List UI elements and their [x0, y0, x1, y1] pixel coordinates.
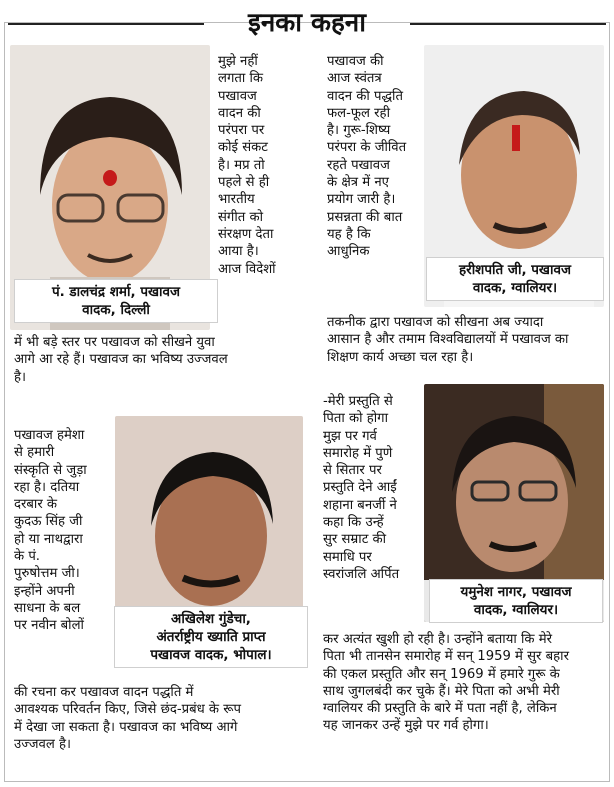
- caption-dalchandra: पं. डालचंद्र शर्मा, पखावज वादक, दिल्ली: [14, 279, 218, 323]
- quote2-continuation: तकनीक द्वारा पखावज को सीखना अब ज्यादा आसान है और तमाम विश्वविद्यालयों में पखावज का शिक्षण कार्य अच्छा चल रहा है।: [327, 315, 569, 365]
- quote2-column: पखावज की आज स्वंतत्र वादन की पद्धति फल-फूल रही है। गुरू-शिष्य परंपरा के जीवित रहते पखावज के क्षेत्र में नए प्रयोग जारी है। प्रसन्नता की बात यह है कि आधुनिक: [327, 54, 407, 260]
- quote1-column: मुझे नहीं लगता कि पखावज वादन की परंपरा पर कोई संकट है। मप्र तो पहले से ही भारतीय संगीत को संरक्षण देता आया है। आज विदेशों: [218, 54, 276, 277]
- section-title: इनका कहना: [248, 8, 366, 38]
- quote4-continuation: कर अत्यंत खुशी हो रही है। उन्होंने बताया कि मेरे पिता भी तानसेन समारोह में सन् 1959 में सुर बहार की एकल प्रस्तुति और सन् 1969 में हमारे गुरू के साथ जुगलबंदी कर चुके हैं। मेरे पिता को अभी मेरी ग्वालियर की प्रस्तुति के बारे में पता नहीं है, लेकिन यह जानकर उन्हें मुझे पर गर्व होगा।: [323, 632, 569, 734]
- caption-harishpati: हरीशपति जी, पखावज वादक, ग्वालियर।: [426, 257, 604, 301]
- section-header: [0, 8, 614, 38]
- quote4-column: -मेरी प्रस्तुति से पिता को होगा मुझ पर गर्व समारोह में पुणे से सितार पर प्रस्तुति देने आईं शहाना बनर्जी ने कहा कि उन्हें सुर सम्राट की समाधि पर स्वरांजलि अर्पित: [323, 394, 400, 582]
- caption-akhilesh: अखिलेश गुंडेचा, अंतर्राष्ट्रीय ख्याति प्राप्त पखावज वादक, भोपाल।: [114, 606, 308, 668]
- quote3-column: पखावज हमेशा से हमारी संस्कृति से जुड़ा रहा है। दतिया दरबार के कुदऊ सिंह जी हो या नाथद्वारा के पं. पुरुषोत्तम जी। इन्होंने अपनी साधना के बल पर नवीन बोलों: [14, 428, 87, 634]
- header-rule-right: [410, 23, 606, 25]
- quote1-continuation: में भी बड़े स्तर पर पखावज को सीखने युवा आगे आ रहे हैं। पखावज का भविष्य उज्जवल है।: [14, 335, 228, 385]
- quote3-continuation: की रचना कर पखावज वादन पद्धति में आवश्यक परिवर्तन किए, जिसे छंद-प्रबंध के रूप में देखा जा सकता है। पखावज का भविष्य आगे उज्जवल है।: [14, 685, 241, 752]
- caption-yamunesh: यमुनेश नागर, पखावज वादक, ग्वालियर।: [429, 579, 603, 623]
